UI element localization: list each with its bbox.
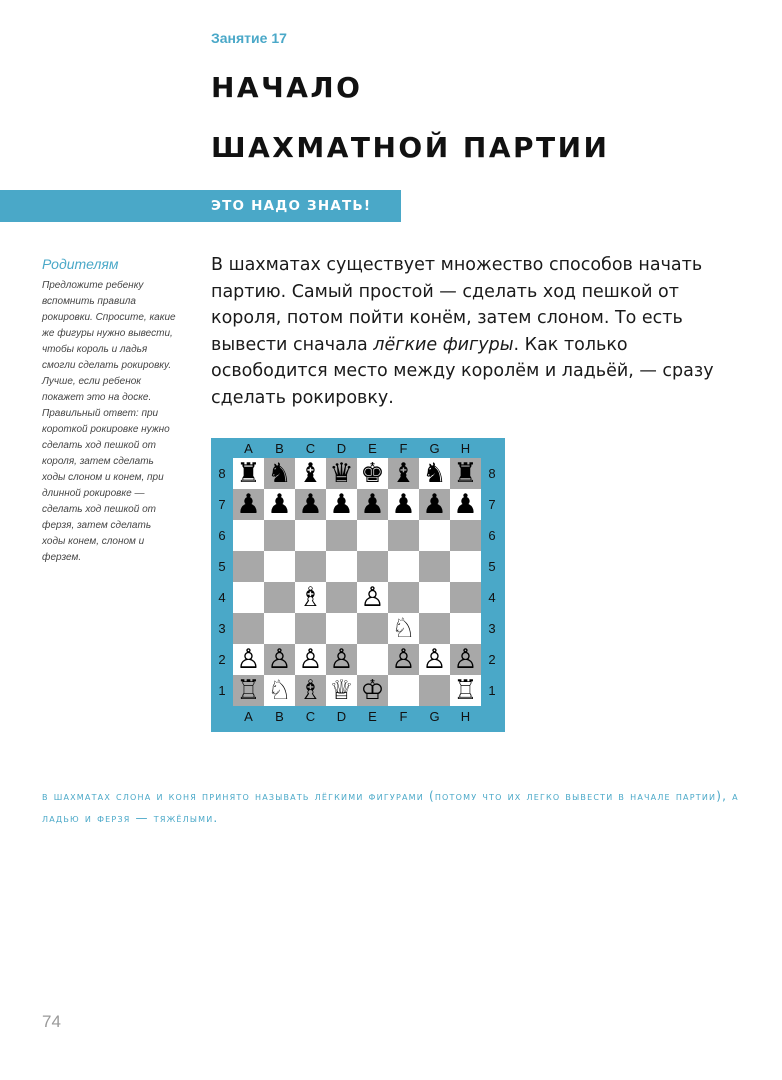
square-b5 (264, 551, 295, 582)
square-a5 (233, 551, 264, 582)
rank-label-3-right: 3 (488, 621, 496, 636)
square-a4 (233, 582, 264, 613)
section-banner (0, 190, 401, 222)
square-f7 (388, 489, 419, 520)
rank-label-4-right: 4 (488, 590, 496, 605)
rank-label-6-left: 6 (218, 528, 226, 543)
square-d6 (326, 520, 357, 551)
square-h4 (450, 582, 481, 613)
chess-piece: ♙ (391, 644, 416, 675)
square-g2 (419, 644, 450, 675)
square-a2 (233, 644, 264, 675)
chess-piece: ♘ (391, 613, 416, 644)
rank-label-6-right: 6 (488, 528, 496, 543)
file-label-h-top: H (460, 441, 471, 456)
square-f6 (388, 520, 419, 551)
file-label-a-bottom: A (244, 709, 253, 724)
square-e3 (357, 613, 388, 644)
parents-sidebar (42, 256, 177, 566)
file-label-a-top: A (244, 441, 253, 456)
square-g6 (419, 520, 450, 551)
chess-piece: ♖ (236, 675, 261, 706)
chess-piece: ♜ (453, 458, 478, 489)
file-label-b-bottom: B (275, 709, 284, 724)
chess-piece: ♛ (329, 458, 354, 489)
square-d2 (326, 644, 357, 675)
square-c1 (295, 675, 326, 706)
square-g8 (419, 458, 450, 489)
square-g7 (419, 489, 450, 520)
rank-label-2-left: 2 (218, 652, 226, 667)
square-a6 (233, 520, 264, 551)
square-g4 (419, 582, 450, 613)
square-h7 (450, 489, 481, 520)
file-label-f-top: F (399, 441, 408, 456)
file-label-f-bottom: F (399, 709, 408, 724)
main-paragraph (211, 252, 721, 411)
square-a8 (233, 458, 264, 489)
chess-piece: ♟ (453, 489, 478, 520)
chess-piece: ♟ (298, 489, 323, 520)
file-label-b-top: B (275, 441, 284, 456)
chess-piece: ♟ (329, 489, 354, 520)
chess-piece: ♙ (453, 644, 478, 675)
banner-label: ЭТО НАДО ЗНАТЬ! (211, 198, 372, 214)
chess-piece: ♕ (329, 675, 354, 706)
rank-label-2-right: 2 (488, 652, 496, 667)
square-c6 (295, 520, 326, 551)
square-c5 (295, 551, 326, 582)
square-h8 (450, 458, 481, 489)
square-f1 (388, 675, 419, 706)
square-b3 (264, 613, 295, 644)
rank-label-7-left: 7 (218, 497, 226, 512)
rank-label-8-left: 8 (218, 466, 226, 481)
chess-board-frame (211, 438, 505, 732)
square-b2 (264, 644, 295, 675)
sidebar-text: Предложите ребенку вспомнить правила рокировки. Спросите, какие же фигуры нужно вывести, чтобы король и ладья смогли сделать рокировку. Лучше, если ребенок покажет это на доске. Правильный ответ: при короткой рокировке нужно сделать ход пешкой от короля, затем сделать ходы слоном и конем, при длинной рокировке — сделать ход пешкой от ферзя, затем сделать ходы конем, слоном и ферзем. (42, 280, 176, 563)
square-e1 (357, 675, 388, 706)
chess-piece: ♞ (422, 458, 447, 489)
square-h3 (450, 613, 481, 644)
chess-piece: ♔ (360, 675, 385, 706)
chess-piece: ♖ (453, 675, 478, 706)
square-e2 (357, 644, 388, 675)
square-d5 (326, 551, 357, 582)
square-f2 (388, 644, 419, 675)
file-label-d-bottom: D (336, 709, 347, 724)
square-b7 (264, 489, 295, 520)
chess-piece: ♘ (267, 675, 292, 706)
sidebar-title: Родителям (42, 256, 119, 272)
chess-piece: ♚ (360, 458, 385, 489)
square-h6 (450, 520, 481, 551)
square-h1 (450, 675, 481, 706)
page-title (211, 58, 610, 178)
file-label-e-top: E (368, 441, 377, 456)
emphasis-light-pieces: лёгкие фигуры (373, 334, 514, 355)
chess-piece: ♟ (422, 489, 447, 520)
square-d4 (326, 582, 357, 613)
rank-label-8-right: 8 (488, 466, 496, 481)
title-line-1: НАЧАЛО (211, 71, 363, 104)
chess-piece: ♗ (298, 582, 323, 613)
square-d8 (326, 458, 357, 489)
square-c7 (295, 489, 326, 520)
square-e7 (357, 489, 388, 520)
lesson-label: Занятие 17 (211, 30, 287, 46)
square-e5 (357, 551, 388, 582)
chess-piece: ♙ (360, 582, 385, 613)
square-b1 (264, 675, 295, 706)
file-label-c-top: C (305, 441, 316, 456)
square-c8 (295, 458, 326, 489)
chess-board (233, 458, 481, 706)
square-f4 (388, 582, 419, 613)
title-line-2: ШАХМАТНОЙ ПАРТИИ (211, 131, 610, 164)
rank-label-1-left: 1 (218, 683, 226, 698)
square-g3 (419, 613, 450, 644)
square-b6 (264, 520, 295, 551)
chess-piece: ♞ (267, 458, 292, 489)
square-e4 (357, 582, 388, 613)
rank-label-5-left: 5 (218, 559, 226, 574)
square-d3 (326, 613, 357, 644)
square-h5 (450, 551, 481, 582)
file-label-c-bottom: C (305, 709, 316, 724)
square-h2 (450, 644, 481, 675)
file-label-h-bottom: H (460, 709, 471, 724)
square-b8 (264, 458, 295, 489)
square-e6 (357, 520, 388, 551)
chess-piece: ♙ (298, 644, 323, 675)
chess-piece: ♟ (236, 489, 261, 520)
square-f8 (388, 458, 419, 489)
square-g5 (419, 551, 450, 582)
chess-piece: ♙ (267, 644, 292, 675)
chess-piece: ♟ (391, 489, 416, 520)
chess-piece: ♗ (298, 675, 323, 706)
rank-label-5-right: 5 (488, 559, 496, 574)
square-d7 (326, 489, 357, 520)
chess-piece: ♙ (236, 644, 261, 675)
rank-label-4-left: 4 (218, 590, 226, 605)
square-a3 (233, 613, 264, 644)
paragraph-part-2: . Как только освободится место между королём и ладьёй, — сразу сделать рокировку. (211, 334, 714, 408)
rank-label-1-right: 1 (488, 683, 496, 698)
square-b4 (264, 582, 295, 613)
chess-piece: ♝ (298, 458, 323, 489)
square-e8 (357, 458, 388, 489)
file-label-e-bottom: E (368, 709, 377, 724)
square-f5 (388, 551, 419, 582)
square-d1 (326, 675, 357, 706)
chess-piece: ♝ (391, 458, 416, 489)
rank-label-3-left: 3 (218, 621, 226, 636)
square-c2 (295, 644, 326, 675)
square-a7 (233, 489, 264, 520)
paragraph-part-1: В шахматах существует множество способов начать партию. Самый простой — сделать ход пешкой от короля, потом пойти конём, затем слоном. То есть вывести сначала (211, 255, 703, 355)
square-a1 (233, 675, 264, 706)
square-g1 (419, 675, 450, 706)
chess-piece: ♜ (236, 458, 261, 489)
square-c4 (295, 582, 326, 613)
square-f3 (388, 613, 419, 644)
chess-piece: ♙ (422, 644, 447, 675)
square-c3 (295, 613, 326, 644)
chess-piece: ♙ (329, 644, 354, 675)
page-number: 74 (42, 1012, 61, 1031)
chess-piece: ♟ (267, 489, 292, 520)
rank-label-7-right: 7 (488, 497, 496, 512)
file-label-d-top: D (336, 441, 347, 456)
footnote: в шахматах слона и коня принято называть лёгкими фигурами (потому что их легко вывести в начале партии), а ладью и ферзя — тяжёлыми. (42, 789, 739, 825)
file-label-g-bottom: G (429, 709, 440, 724)
chess-piece: ♟ (360, 489, 385, 520)
file-label-g-top: G (429, 441, 440, 456)
